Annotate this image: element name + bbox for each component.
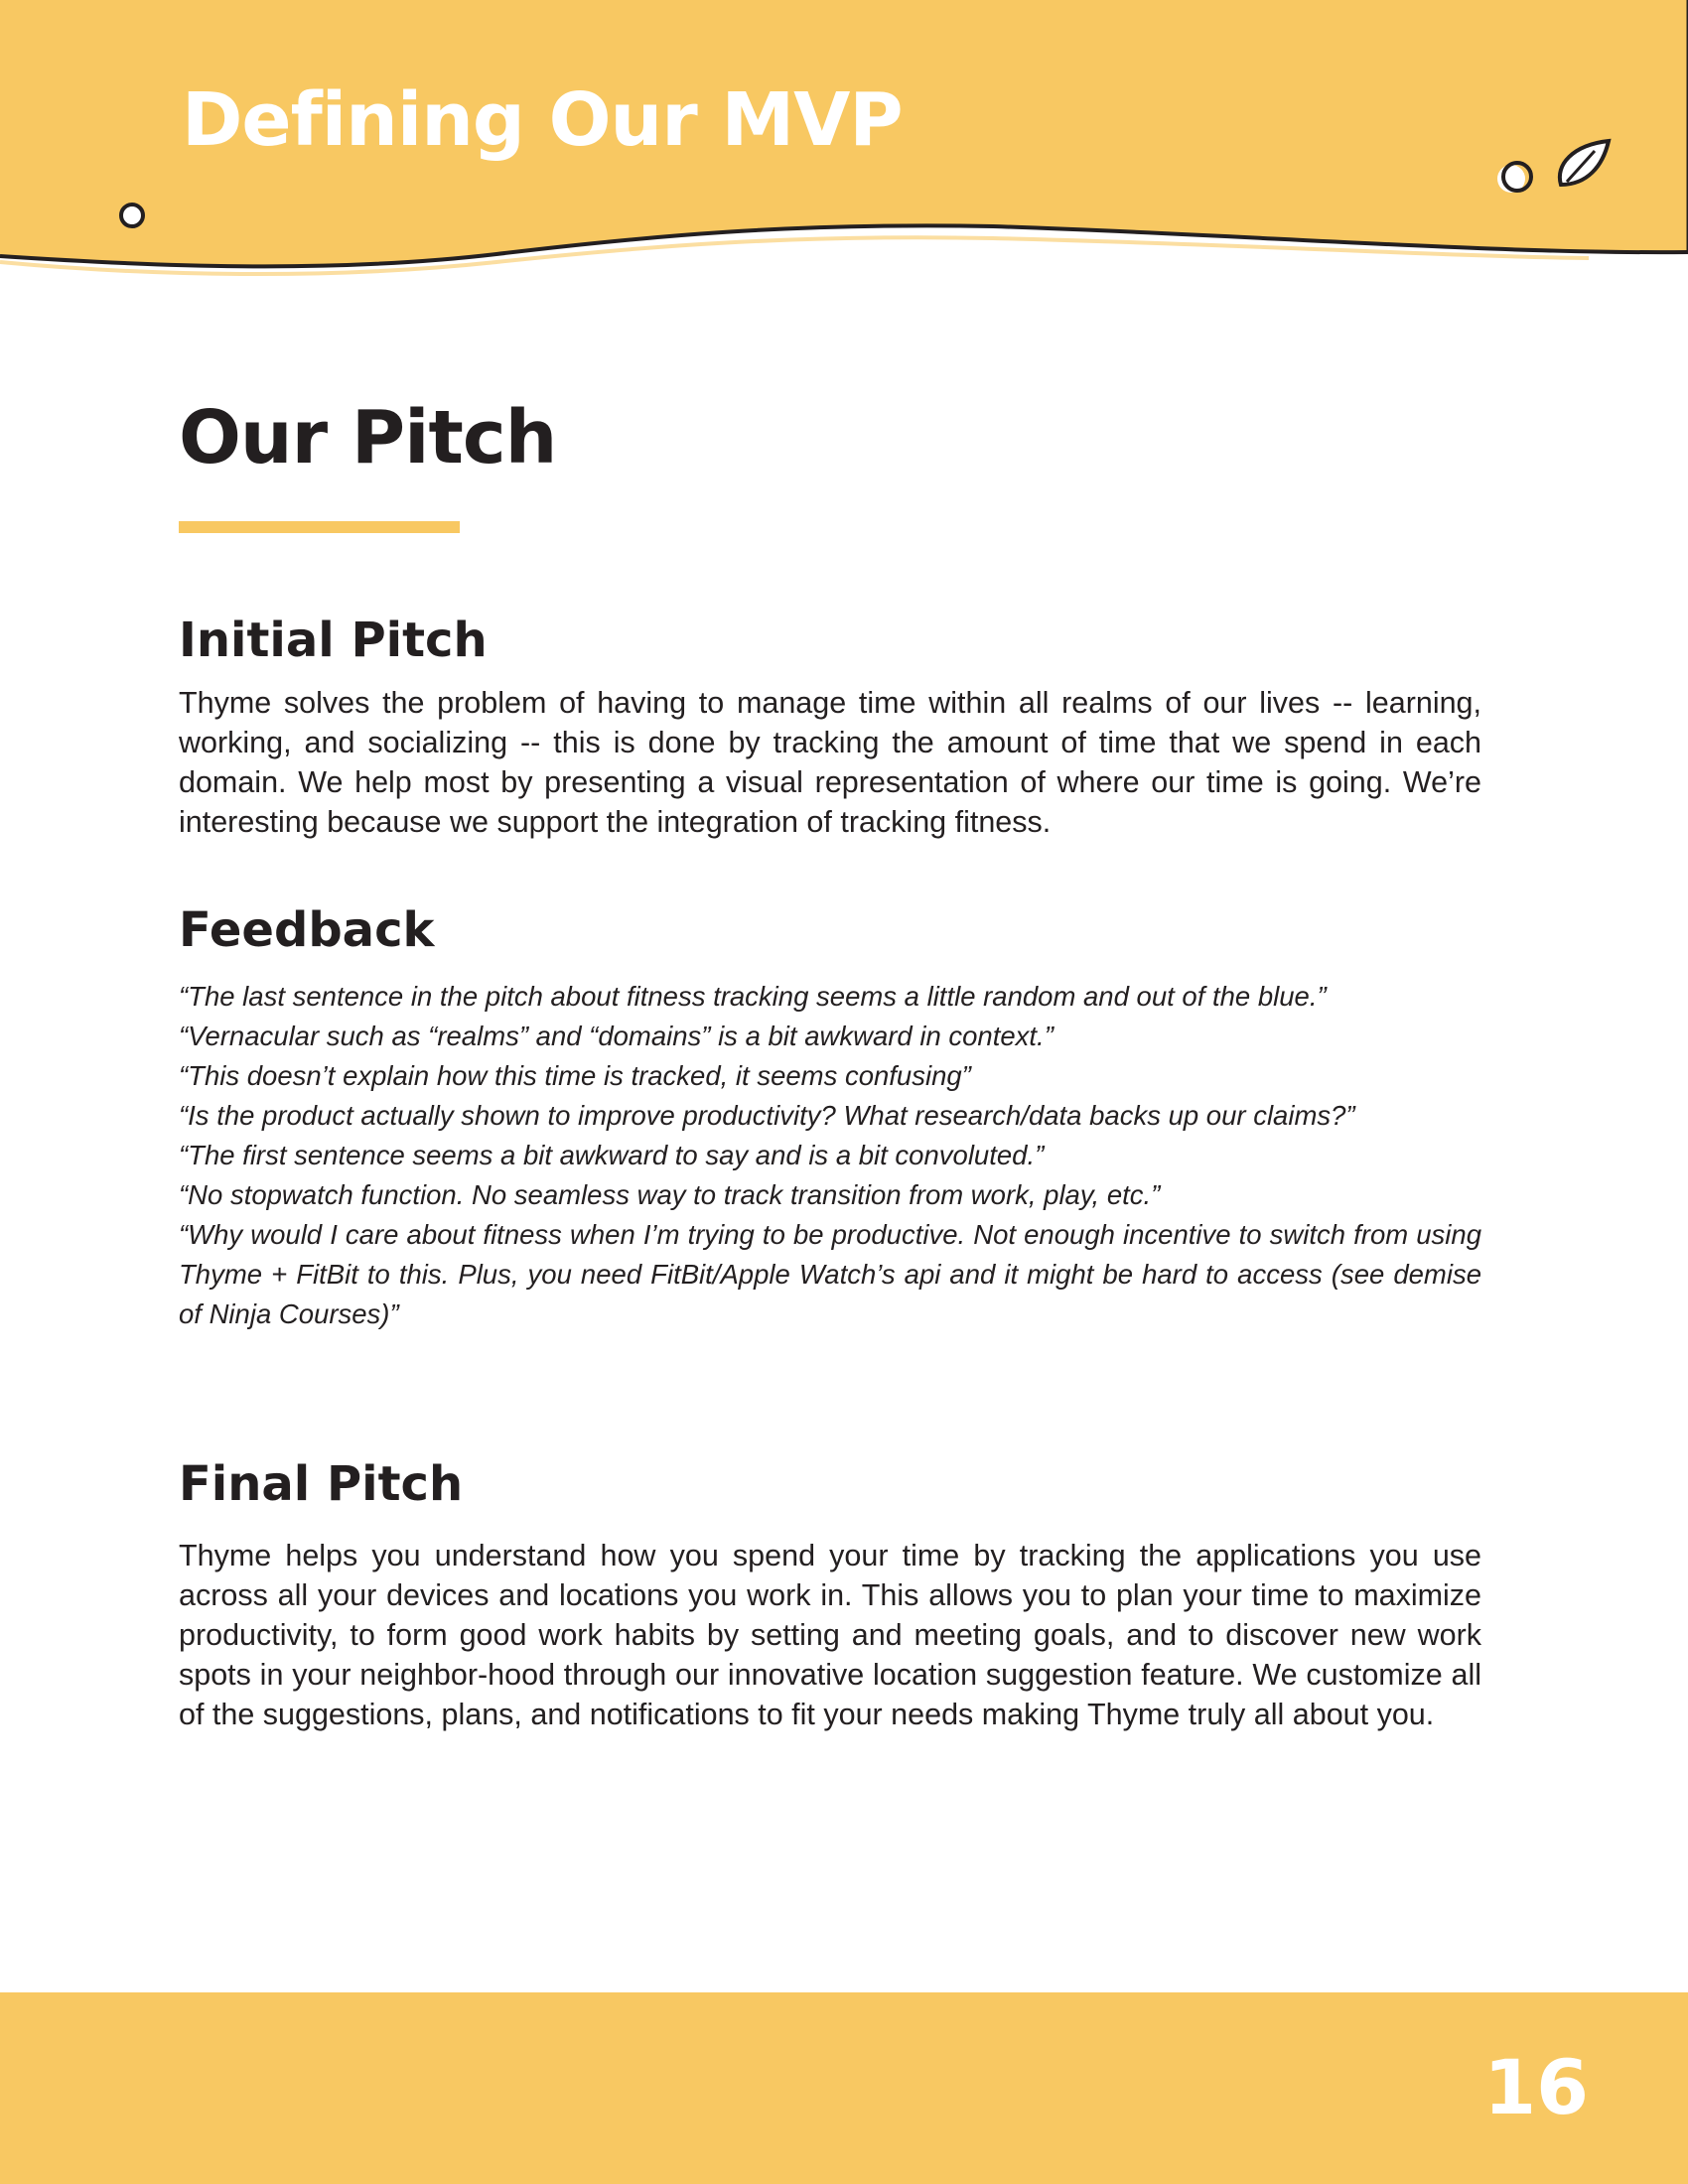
page-header bbox=[0, 0, 1688, 288]
circle-doodle-icon bbox=[121, 205, 143, 226]
final-pitch-heading: Final Pitch bbox=[179, 1456, 464, 1512]
feedback-quote: “Is the product actually shown to improve productivity? What research/data backs up our claims?” bbox=[179, 1100, 1355, 1131]
initial-pitch-heading: Initial Pitch bbox=[179, 613, 488, 668]
final-pitch-body: Thyme helps you understand how you spend your time by tracking the applications you use across all your devices and locations you work in. This allows you to plan your time to maximize productivity, to form good work habits by setting and meeting goals, and to discover new work spots in your neighbor-hood through our innovative location suggestion feature. We customize all of the suggestions, plans, and notifications to fit your needs making Thyme truly all about you. bbox=[179, 1539, 1481, 1731]
feedback-quote: “The first sentence seems a bit awkward to say and is a bit convoluted.” bbox=[179, 1140, 1045, 1170]
page-footer-band bbox=[0, 1992, 1688, 2184]
initial-pitch-body: Thyme solves the problem of having to manage time within all realms of our lives -- learning, working, and socializing -- this is done by tracking the amount of time that we spend in each domain. We help most by presenting a visual representation of where our time is going. We’re interesting because we support the integration of tracking fitness. bbox=[179, 686, 1481, 839]
feedback-heading: Feedback bbox=[179, 902, 435, 958]
feedback-quote-list bbox=[179, 977, 1481, 1334]
feedback-quote: “This doesn’t explain how this time is tracked, it seems confusing” bbox=[179, 1060, 971, 1091]
feedback-quote: “Vernacular such as “realms” and “domains” is a bit awkward in context.” bbox=[179, 1021, 1054, 1051]
section-title: Our Pitch bbox=[179, 395, 557, 480]
feedback-quote: “No stopwatch function. No seamless way to track transition from work, play, etc.” bbox=[179, 1179, 1161, 1210]
feedback-quote: “Why would I care about fitness when I’m trying to be productive. Not enough incentive to switch from using Thyme + FitBit to this. Plus, you need FitBit/Apple Watch’s api and it might be hard to access (see demise of Ninja Courses)” bbox=[179, 1219, 1481, 1329]
title-underline bbox=[179, 521, 460, 533]
page-number: 16 bbox=[1483, 2043, 1589, 2131]
page-header-title: Defining Our MVP bbox=[182, 77, 903, 163]
feedback-quote: “The last sentence in the pitch about fitness tracking seems a little random and out of the blue.” bbox=[179, 981, 1327, 1012]
